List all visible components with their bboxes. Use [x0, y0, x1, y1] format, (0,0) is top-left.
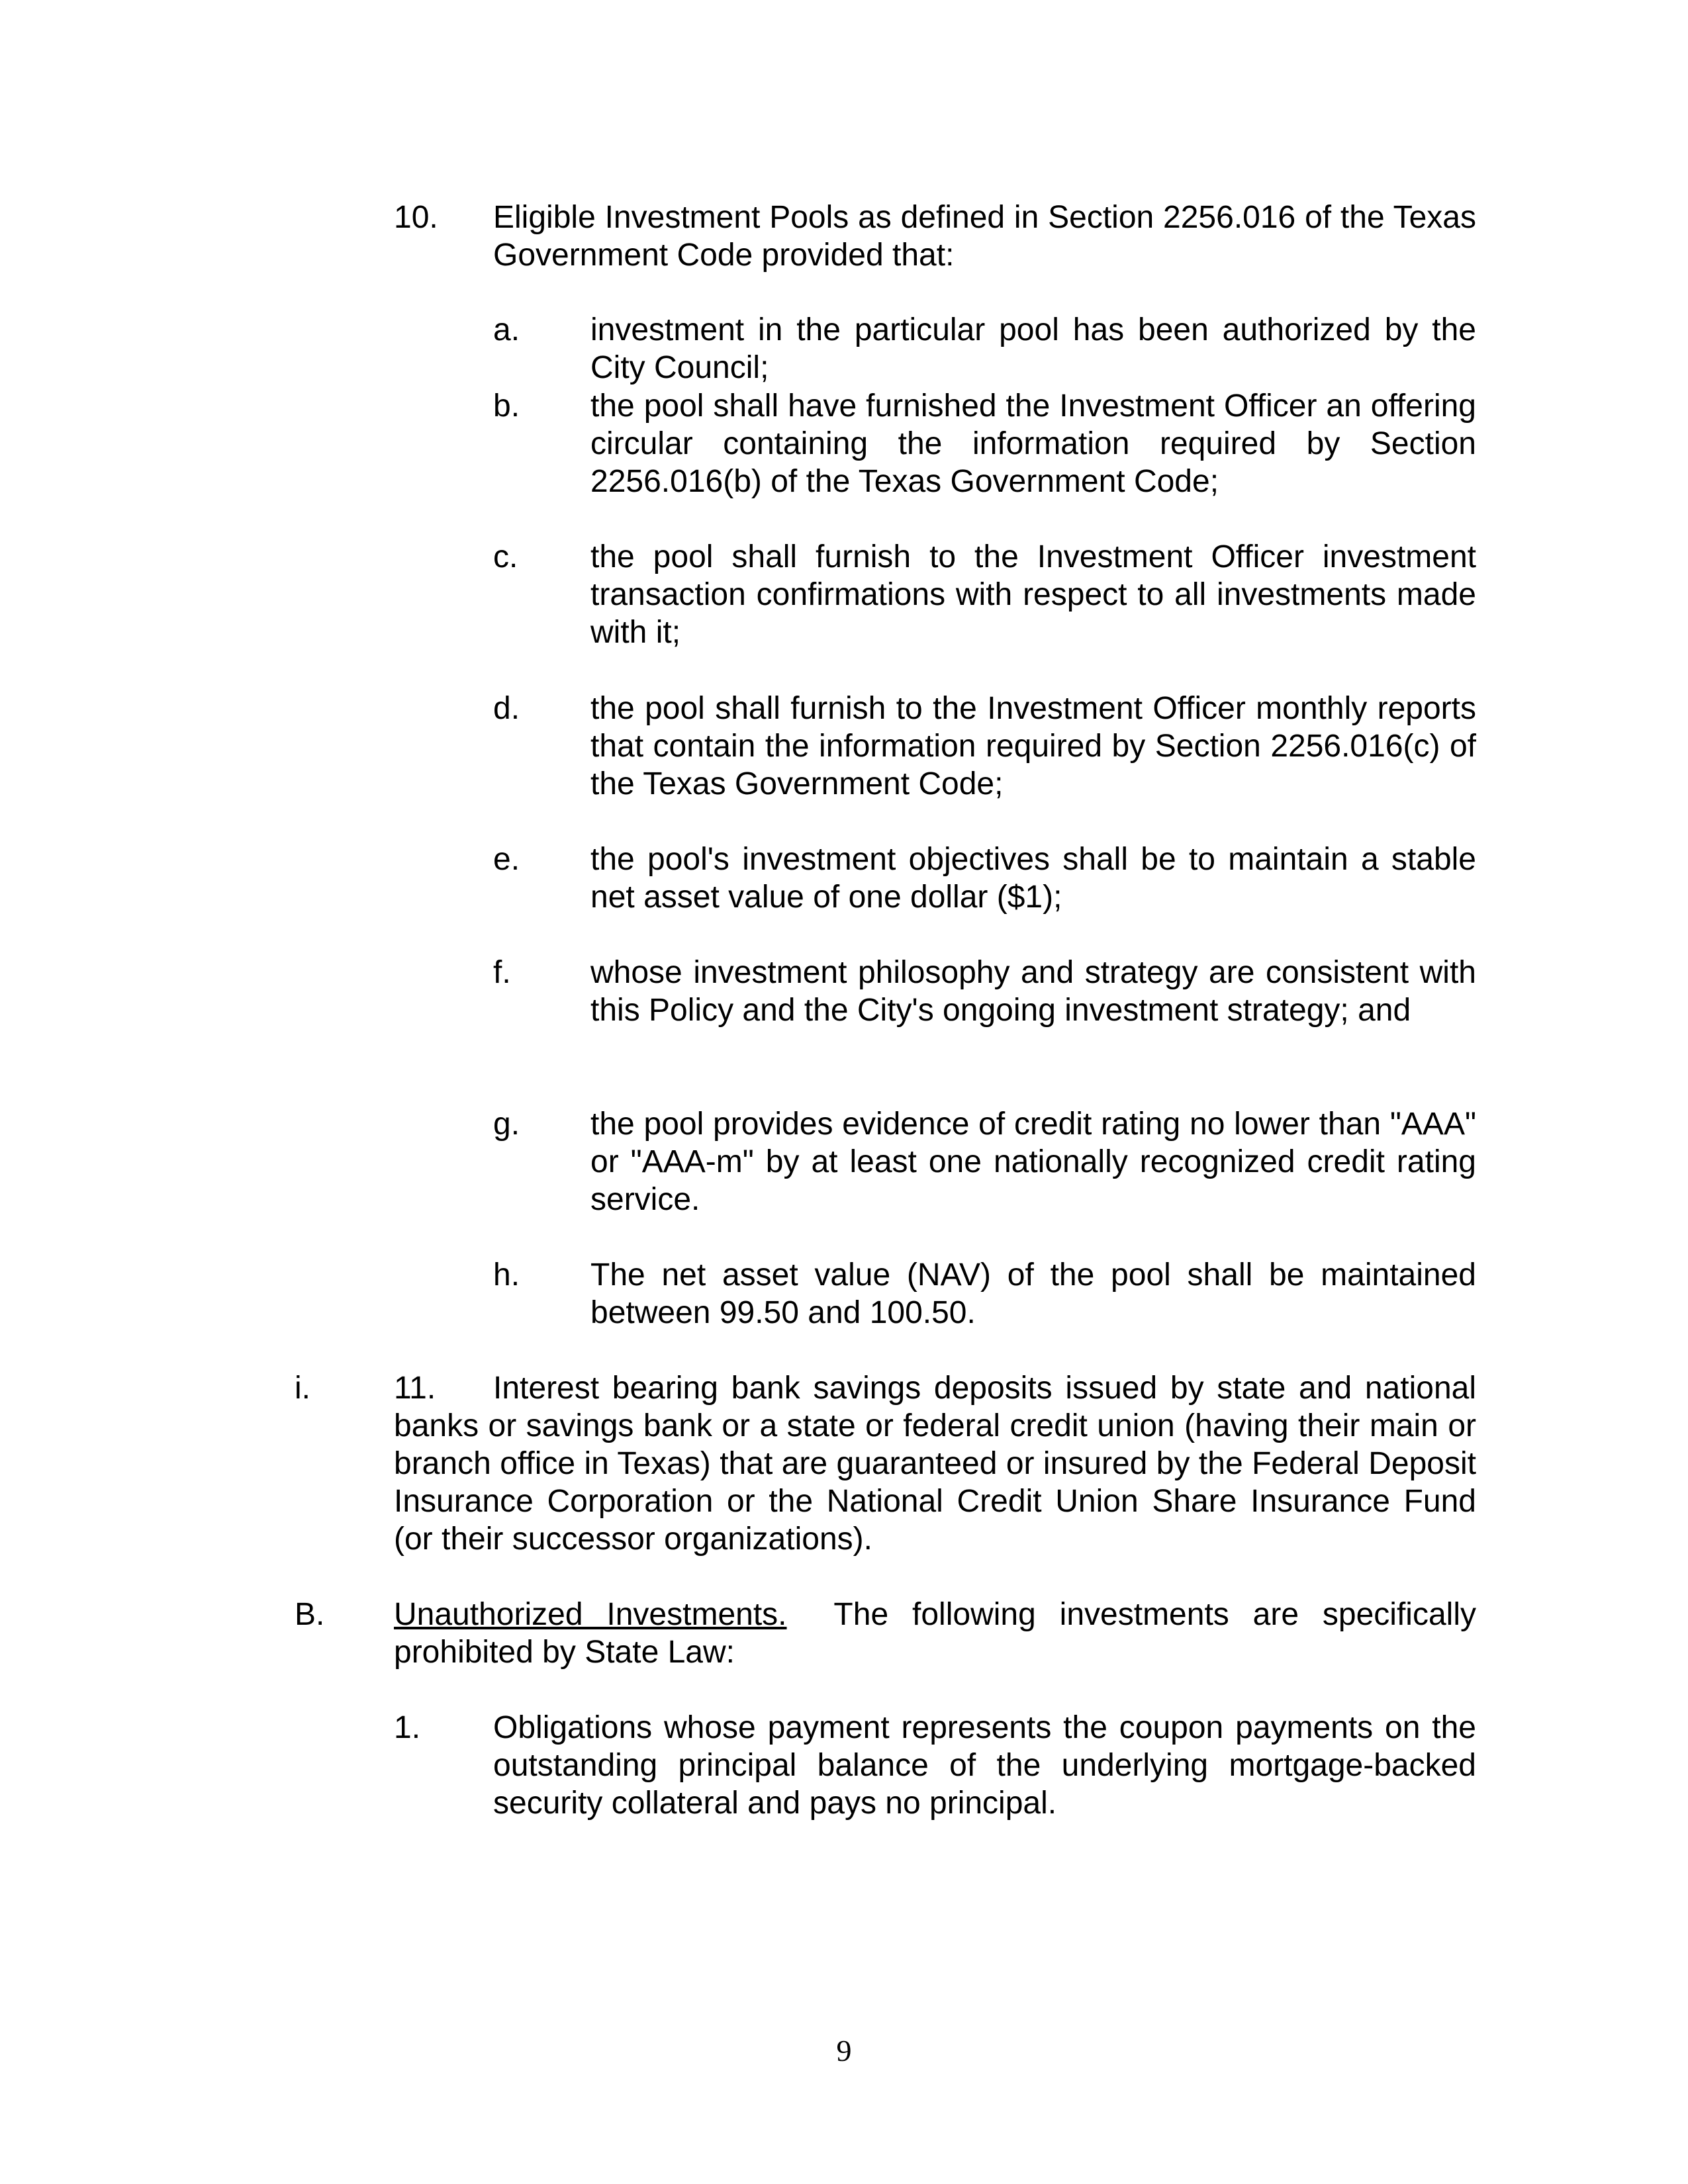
- page-number: 9: [836, 2034, 852, 2068]
- subitem-c-text: the pool shall furnish to the Investment Officer investment transaction confirmations with respect to all investments made with it;: [590, 539, 1476, 650]
- subitem-d-text: the pool shall furnish to the Investment Officer monthly reports that contain the information required by Section 2256.016(c) of the Texas Government Code;: [590, 691, 1476, 801]
- section-b-text: The following investments are specifically prohibited by State Law:: [394, 1597, 1476, 1670]
- subitem-b-letter: b.: [493, 388, 520, 424]
- subitem-a-text: investment in the particular pool has been authorized by the City Council;: [590, 312, 1476, 385]
- subitem-c-letter: c.: [493, 539, 518, 574]
- item-11-paragraph: [394, 1369, 1476, 1558]
- section-b-letter: B.: [295, 1597, 325, 1632]
- subitem-d-letter: d.: [493, 691, 520, 726]
- subitem-h-text: The net asset value (NAV) of the pool shall be maintained between 99.50 and 100.50.: [590, 1257, 1476, 1330]
- item-10-number: 10.: [394, 200, 438, 235]
- section-b-heading: Unauthorized Investments.: [394, 1597, 787, 1632]
- subitem-b-text: the pool shall have furnished the Investment Officer an offering circular containing the information required by Section 2256.016(b) of the Texas Government Code;: [590, 388, 1476, 499]
- item-11-marker: i.: [295, 1371, 310, 1406]
- subitem-f-letter: f.: [493, 955, 511, 990]
- section-b-item-1-number: 1.: [394, 1710, 421, 1745]
- subitem-h-letter: h.: [493, 1257, 520, 1293]
- section-b-item-1-text: Obligations whose payment represents the coupon payments on the outstanding principal balance of the underlying mortgage-backed security collateral and pays no principal.: [493, 1710, 1476, 1821]
- subitem-e-text: the pool's investment objectives shall be to maintain a stable net asset value of one dollar ($1);: [590, 842, 1476, 915]
- item-11-text: Interest bearing bank savings deposits issued by state and national banks or savings bank or a state or federal credit union (having their main or branch office in Texas) that are guaranteed or insured by the Federal Deposit Insurance Corporation or the National Credit Union Share Insurance Fund (or their successor organizations).: [394, 1371, 1476, 1557]
- subitem-g-text: the pool provides evidence of credit rating no lower than "AAA" or "AAA-m" by at least one nationally recognized credit rating service.: [590, 1107, 1476, 1217]
- item-11-number: 11.: [394, 1371, 436, 1406]
- subitem-g-letter: g.: [493, 1107, 520, 1142]
- subitem-e-letter: e.: [493, 842, 520, 877]
- subitem-f-text: whose investment philosophy and strategy are consistent with this Policy and the City's ongoing investment strategy; and: [590, 955, 1476, 1028]
- item-10-text: Eligible Investment Pools as defined in Section 2256.016 of the Texas Government Code provided that:: [493, 200, 1476, 273]
- section-b-paragraph: [394, 1596, 1476, 1671]
- subitem-a-letter: a.: [493, 312, 520, 347]
